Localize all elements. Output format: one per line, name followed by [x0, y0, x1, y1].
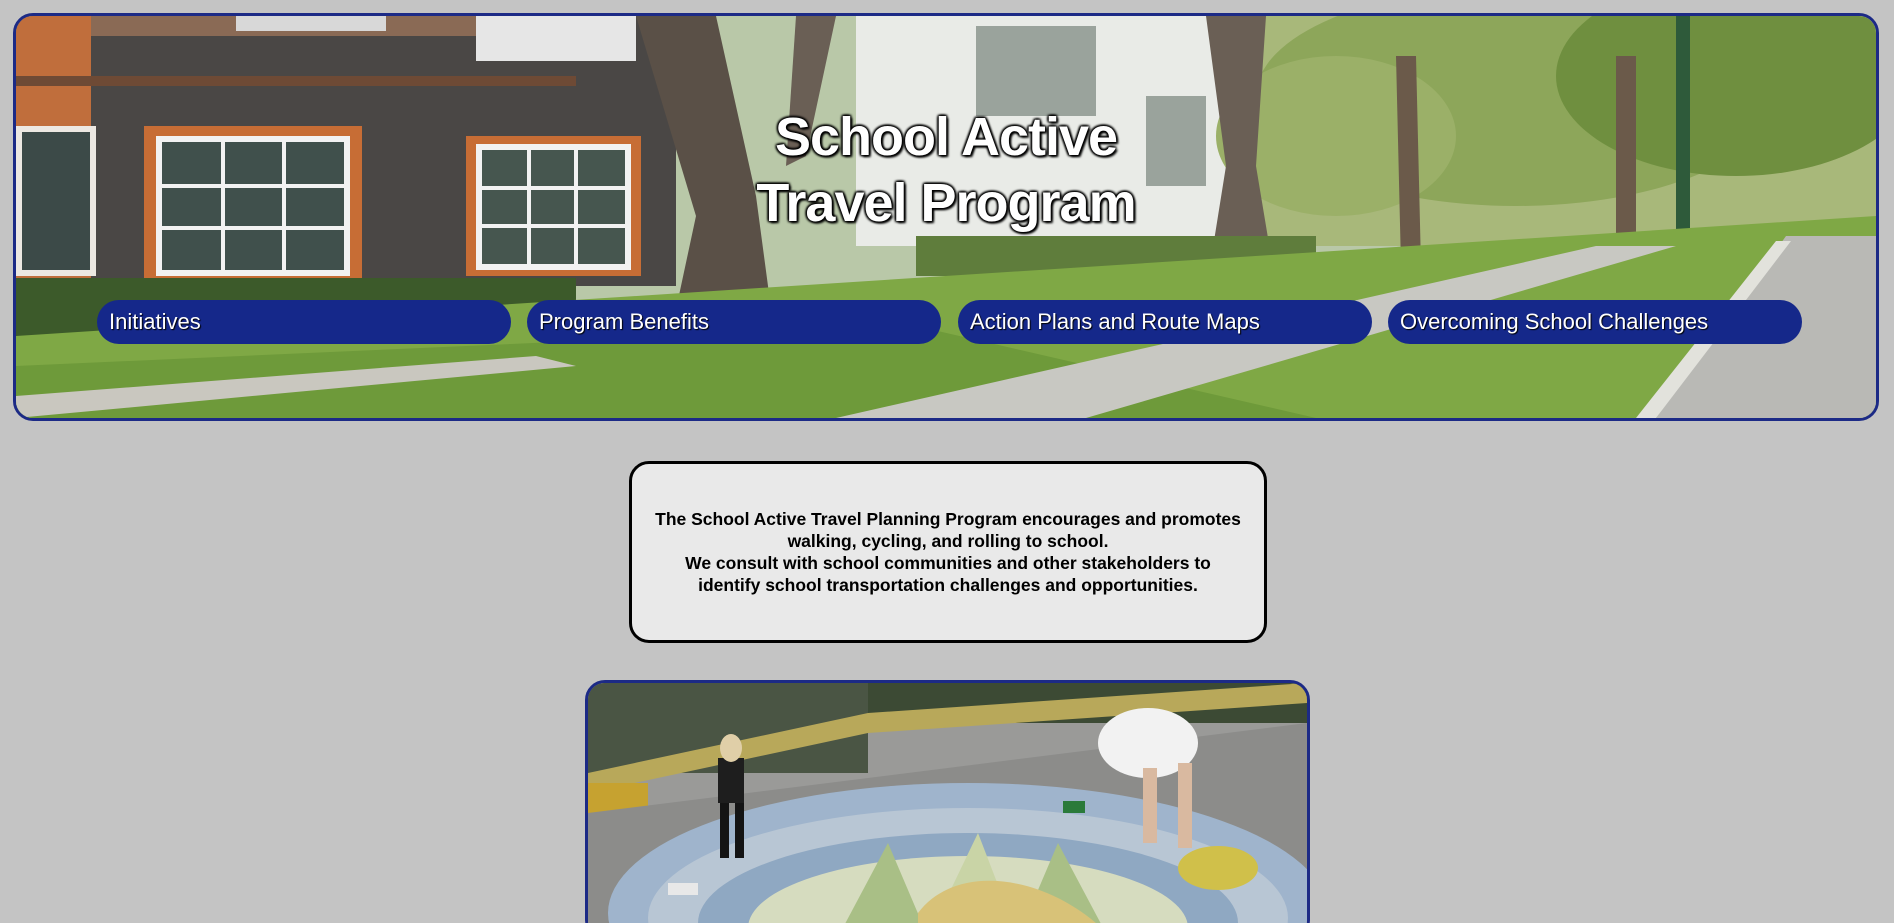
- feature-photo: [585, 680, 1310, 923]
- nav-button-initiatives[interactable]: Initiatives: [97, 300, 511, 344]
- nav-bar: [16, 300, 1876, 344]
- nav-button-overcoming-challenges[interactable]: Overcoming School Challenges: [1388, 300, 1802, 344]
- page-title-line1: School Active: [774, 107, 1118, 167]
- intro-paragraph-2: We consult with school communities and other stakeholders to identify school transportation challenges and opportunities.: [685, 553, 1211, 595]
- nav-button-action-plans[interactable]: Action Plans and Route Maps: [958, 300, 1372, 344]
- nav-button-program-benefits[interactable]: Program Benefits: [527, 300, 941, 344]
- page-title: [16, 104, 1876, 236]
- hero-banner: [13, 13, 1879, 421]
- page-title-line2: Travel Program: [756, 173, 1136, 233]
- street-mural-image: [588, 683, 1307, 923]
- intro-paragraph-1: The School Active Travel Planning Program encourages and promotes walking, cycling, and rolling to school.: [655, 509, 1241, 551]
- intro-box: [629, 461, 1267, 643]
